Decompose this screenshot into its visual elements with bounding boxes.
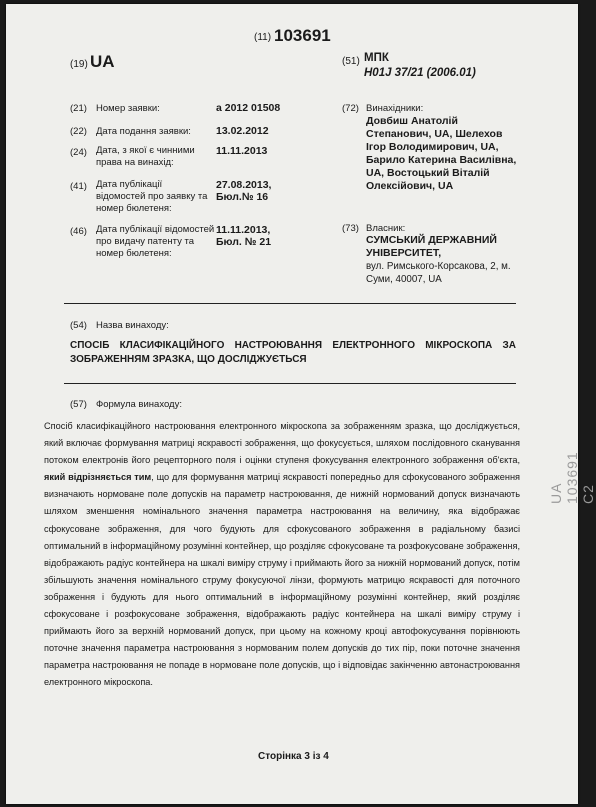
- owner-label: Власник:: [366, 223, 406, 234]
- title-code: (54): [70, 320, 87, 331]
- divider: [64, 383, 516, 384]
- bib-value: 11.11.2013: [216, 145, 268, 157]
- country-code: (19): [70, 59, 88, 70]
- inventors-names: Довбиш Анатолій Степанович, UA, Шелехов Ігор Володимирович, UA, Барило Катерина Василівна, UA, Востоцький Віталій Олексійович, UA: [366, 115, 517, 192]
- pub-number-code: (11): [254, 32, 272, 43]
- divider: [64, 303, 516, 304]
- pub-number: 103691: [274, 26, 331, 45]
- country: UA: [90, 52, 115, 71]
- bib-label: Дата, з якої є чинними права на винахід:: [96, 145, 195, 168]
- bib-label: Номер заявки:: [96, 103, 160, 114]
- bib-label: Дата публікації відомостей про видачу патенту та номер бюлетеня:: [96, 224, 215, 259]
- bib-label: Дата подання заявки:: [96, 126, 191, 137]
- owner-name: СУМСЬКИЙ ДЕРЖАВНИЙ УНІВЕРСИТЕТ,: [366, 234, 497, 259]
- formula-text: [44, 418, 520, 692]
- invention-title: СПОСІБ КЛАСИФІКАЦІЙНОГО НАСТРОЮВАННЯ ЕЛЕКТРОННОГО МІКРОСКОПА ЗА ЗОБРАЖЕННЯМ ЗРАЗКА, ЩО ДОСЛІДЖУЄТЬСЯ: [70, 340, 516, 365]
- bib-value: 27.08.2013, Бюл.№ 16: [216, 179, 272, 203]
- ipc-label: МПК: [364, 52, 389, 64]
- formula-label: Формула винаходу:: [96, 399, 182, 410]
- bib-code: (46): [70, 226, 87, 237]
- bib-value: 13.02.2012: [216, 125, 269, 137]
- owner-address: вул. Римського-Корсакова, 2, м. Суми, 40007, UA: [366, 261, 511, 285]
- inventors-label: Винахідники:: [366, 103, 424, 114]
- patent-page: [6, 4, 596, 804]
- bib-value: 11.11.2013, Бюл. № 21: [216, 224, 272, 248]
- ipc-code: (51): [342, 56, 360, 67]
- inventors-code: (72): [342, 103, 359, 114]
- formula-text-bold: який відрізняється тим: [44, 472, 152, 483]
- title-label: Назва винаходу:: [96, 320, 169, 331]
- bib-code: (21): [70, 103, 87, 114]
- owner-code: (73): [342, 223, 359, 234]
- side-document-number: UA 103691 C2: [548, 451, 596, 504]
- formula-text-part1: Спосіб класифікаційного настроювання електронного мікроскопа за зображенням зразка, що досліджується, який включає формування матриці яскравості зображення, що фокусується, шляхом послідовного сканування потоком електронів його рецепторного поля і оцінки ступеня фокусування електронного зображення об'єкта,: [44, 421, 520, 466]
- ipc-value: H01J 37/21 (2006.01): [364, 67, 476, 79]
- bib-code: (41): [70, 181, 87, 192]
- page-number: Сторінка 3 із 4: [258, 751, 329, 762]
- bib-value: a 2012 01508: [216, 102, 281, 114]
- bib-code: (24): [70, 147, 87, 158]
- formula-code: (57): [70, 399, 87, 410]
- bib-code: (22): [70, 126, 87, 137]
- formula-text-part2: , що для формування матриці яскравості попередньо для сфокусованого зображення визначають нормоване поле допусків на параметр настроювання, де нижній нормований допуск визначають шляхом зменшення номінального значення параметра настроювання на величину, яка відображає сфокусоване зображення, для чого будують для сфокусованого зображення в радіальному базисі оптимальний в інформаційному розумінні контейнер, що розділяє сфокусоване та розфокусоване зображення, відображають радіус контейнера на шкалі виміру струму і приймають його за нижній нормований допуск, потім збільшують значення номінального струму фокусуючої лінзи, формують матрицю яскравості для поточного зображення і будують для нього оптимальний в інформаційному розумінні контейнер, який розділяє сфокусоване і розфокусоване зображення, відображають радіус контейнера на шкалі виміру струму і приймають його за верхній нормований допуск, при цьому на кожному кроці автофокусування порівнюють поточне значення параметра настроювання з нормованим полем допусків до тих пір, поки поточне значення параметра настроювання не попаде в нормоване поле допусків, що і відповідає закінченню автонастроювання електронного мікроскопа.: [44, 472, 520, 688]
- bib-label: Дата публікації відомостей про заявку та номер бюлетеня:: [96, 179, 208, 214]
